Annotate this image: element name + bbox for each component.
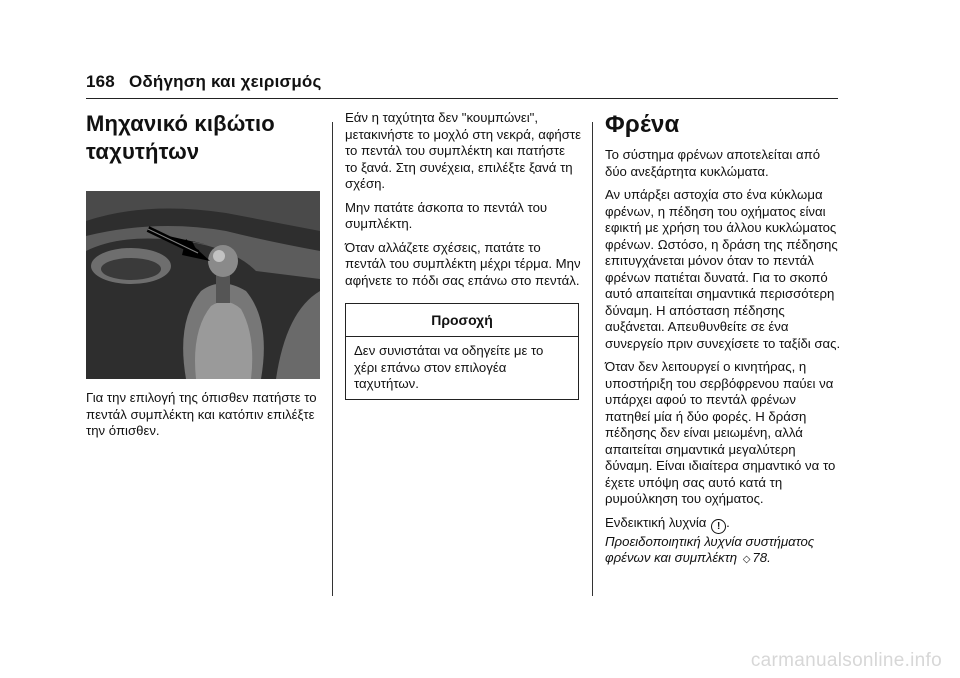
- heading-line-2: ταχυτήτων: [86, 139, 200, 164]
- paragraph-circuit-failure: Αν υπάρξει αστοχία στο ένα κύκλωμα φρένων, η πέδηση του οχήματος είναι εφικτή με χρήση του άλλου κυκλώματος φρένων. Ωστόσο, η δράση της πέδησης επιτυγχάνεται μόνον όταν το πεντάλ φρένων πατιέται δυνατά. Για το σκοπό αυτό απαιτείται σημαντικά περισσότερη δύναμη. Η απόσταση πέδησης αυξάνεται. Απευθυνθείτε σε ένα συνεργείο πριν συνεχίσετε το ταξίδι σας.: [605, 187, 841, 351]
- paragraph-shifting: Όταν αλλάζετε σχέσεις, πατάτε το πεντάλ του συμπλέκτη μέχρι τέρμα. Μην αφήνετε το πόδι σας επάνω στο πεντάλ.: [345, 239, 581, 288]
- caution-body: [346, 337, 578, 399]
- gear-lever-drawing: [86, 191, 320, 379]
- paragraph-warning-lamp: Ενδεικτική λυχνία ! . Προειδοποιητική λυχνία συστήματος φρένων και συμπλέκτη ◇ 78.: [605, 515, 841, 569]
- caution-box: [345, 303, 579, 400]
- page-number: 168: [86, 72, 115, 91]
- paragraph-brake-system: Το σύστημα φρένων αποτελείται από δύο ανεξάρτητα κυκλώματα.: [605, 147, 821, 179]
- cross-reference-page: 78: [752, 550, 768, 565]
- watermark: carmanualsonline.info: [750, 650, 942, 671]
- column-divider-2: [592, 122, 593, 596]
- header-rule: [86, 98, 838, 99]
- heading-line-1: Μηχανικό κιβώτιο: [86, 111, 275, 136]
- column-divider-1: [332, 122, 333, 596]
- paragraph-engine-off: Όταν δεν λειτουργεί ο κινητήρας, η υποστήριξη του σερβόφρενου παύει να υπάρχει αφού το πεντάλ φρένων πατηθεί μία ή δύο φορές. Η δράση πέδησης δεν είναι μειωμένη, αλλά απαιτείται σημαντικά μεγαλύτερη δύναμη. Είναι ιδιαίτερα σημαντικό να το έχετε υπόψη σας αυτό κατά τη ρυμούλκηση του οχήματος.: [605, 359, 836, 506]
- paragraph-gear-not-engaging: Εάν η ταχύτητα δεν "κουμπώνει", μετακινήστε το μοχλό στη νεκρά, αφήστε το πεντάλ του συμπλέκτη και πατήστε το ξανά. Στη συνέχεια, επιλέξτε ξανά τη σχέση.: [345, 110, 581, 191]
- column-manual-gearbox: [86, 110, 322, 447]
- page-header: [86, 72, 322, 92]
- section-title: Οδήγηση και χειρισμός: [128, 72, 322, 91]
- lamp-label: Ενδεικτική λυχνία: [605, 514, 707, 530]
- gear-lever-illustration: [86, 191, 320, 379]
- heading-brakes: Φρένα: [605, 111, 680, 138]
- caution-title: Προσοχή: [346, 304, 578, 337]
- page-reference-icon: ◇: [742, 554, 751, 565]
- brake-warning-icon: !: [711, 519, 726, 534]
- heading-manual-gearbox: [86, 110, 322, 166]
- cross-reference-text: Προειδοποιητική λυχνία συστήματος φρένων και συμπλέκτη: [605, 533, 815, 565]
- cross-reference-link[interactable]: Προειδοποιητική λυχνία συστήματος φρένων και συμπλέκτη ◇ 78.: [605, 534, 814, 566]
- column-gearbox-tips: [345, 110, 581, 400]
- illustration-caption: Για την επιλογή της όπισθεν πατήστε το πεντάλ συμπλέκτη και κατόπιν επιλέξτε την όπισθεν.: [86, 390, 317, 438]
- paragraph-clutch-usage: Μην πατάτε άσκοπα το πεντάλ του συμπλέκτη.: [345, 199, 548, 231]
- column-brakes: [605, 110, 841, 576]
- caution-text: Δεν συνιστάται να οδηγείτε με το χέρι επάνω στον επιλογέα ταχυτήτων.: [354, 343, 544, 391]
